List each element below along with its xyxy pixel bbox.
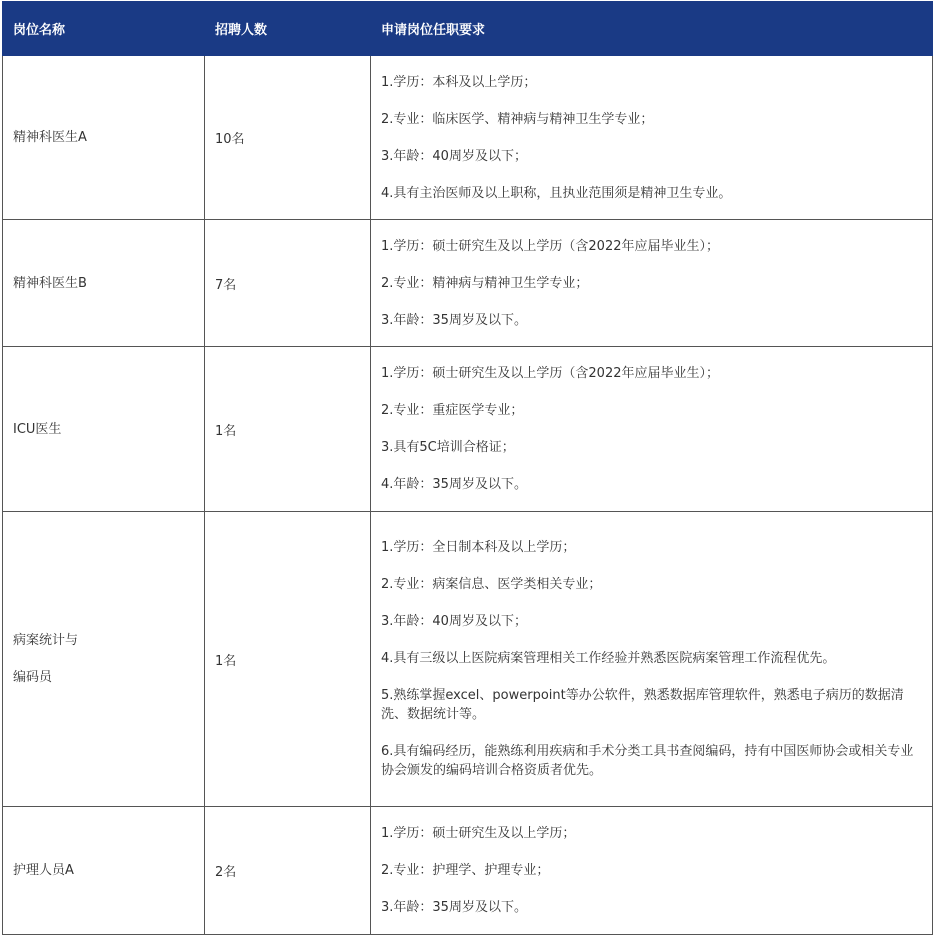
requirement-item: 3.年龄：35周岁及以下。 (381, 312, 527, 328)
count-cell: 7名 (205, 220, 371, 347)
table-row (3, 56, 933, 220)
requirement-item: 2.专业：护理学、护理专业； (381, 863, 550, 878)
header-recruit-count: 招聘人数 (205, 2, 371, 56)
position-cell (3, 512, 205, 807)
requirements-cell (371, 220, 933, 347)
table-row (3, 807, 933, 935)
table-header (3, 2, 933, 56)
requirement-item: 2.专业：临床医学、精神病与精神卫生学专业； (381, 111, 654, 127)
position-name: 精神科医生B (13, 275, 87, 291)
requirement-item: 3.具有5C培训合格证； (381, 440, 515, 455)
requirement-item: 6.具有编码经历，能熟练利用疾病和手术分类工具书查阅编码，持有中国医师协会或相关专业协会颁发的编码培训合格资质者优先。 (381, 744, 914, 778)
position-cell (3, 56, 205, 220)
table-row (3, 347, 933, 512)
count-cell: 1名 (205, 512, 371, 807)
requirement-item: 4.具有三级以上医院病案管理相关工作经验并熟悉医院病案管理工作流程优先。 (381, 651, 836, 666)
requirement-item: 4.年龄：35周岁及以下。 (381, 477, 527, 492)
requirement-item: 5.熟练掌握excel、powerpoint等办公软件，熟悉数据库管理软件，熟悉电子病历的数据清洗、数据统计等。 (381, 688, 904, 722)
requirement-item: 2.专业：重症医学专业； (381, 403, 524, 418)
position-name: ICU医生 (13, 421, 62, 437)
position-cell (3, 220, 205, 347)
requirements-cell (371, 807, 933, 935)
position-name: 编码员 (13, 670, 53, 685)
requirement-item: 4.具有主治医师及以上职称，且执业范围须是精神卫生专业。 (381, 185, 732, 201)
position-cell (3, 347, 205, 512)
requirement-item: 3.年龄：40周岁及以下； (381, 148, 527, 164)
header-requirements: 申请岗位任职要求 (371, 2, 933, 56)
count-cell: 10名 (205, 56, 371, 220)
header-position-name: 岗位名称 (3, 2, 205, 56)
table-row (3, 512, 933, 807)
count-cell: 2名 (205, 807, 371, 935)
requirement-item: 2.专业：精神病与精神卫生学专业； (381, 275, 589, 291)
requirement-item: 1.学历：本科及以上学历； (381, 74, 537, 90)
recruitment-table (2, 1, 933, 935)
table-row (3, 220, 933, 347)
position-name: 护理人员A (13, 863, 74, 878)
requirement-item: 3.年龄：40周岁及以下； (381, 614, 527, 629)
position-name: 精神科医生A (13, 130, 87, 145)
position-name: 病案统计与 (13, 633, 79, 648)
requirement-item: 1.学历：硕士研究生及以上学历（含2022年应届毕业生）； (381, 238, 719, 254)
requirements-cell (371, 347, 933, 512)
requirement-item: 2.专业：病案信息、医学类相关专业； (381, 577, 602, 592)
position-cell (3, 807, 205, 935)
requirements-cell (371, 512, 933, 807)
count-cell: 1名 (205, 347, 371, 512)
header-row (3, 2, 933, 56)
requirements-cell (371, 56, 933, 220)
table-body (3, 56, 933, 935)
requirement-item: 1.学历：硕士研究生及以上学历（含2022年应届毕业生）； (381, 366, 719, 381)
requirement-item: 1.学历：硕士研究生及以上学历； (381, 826, 576, 841)
requirement-item: 3.年龄：35周岁及以下。 (381, 900, 527, 915)
requirement-item: 1.学历：全日制本科及以上学历； (381, 540, 576, 555)
